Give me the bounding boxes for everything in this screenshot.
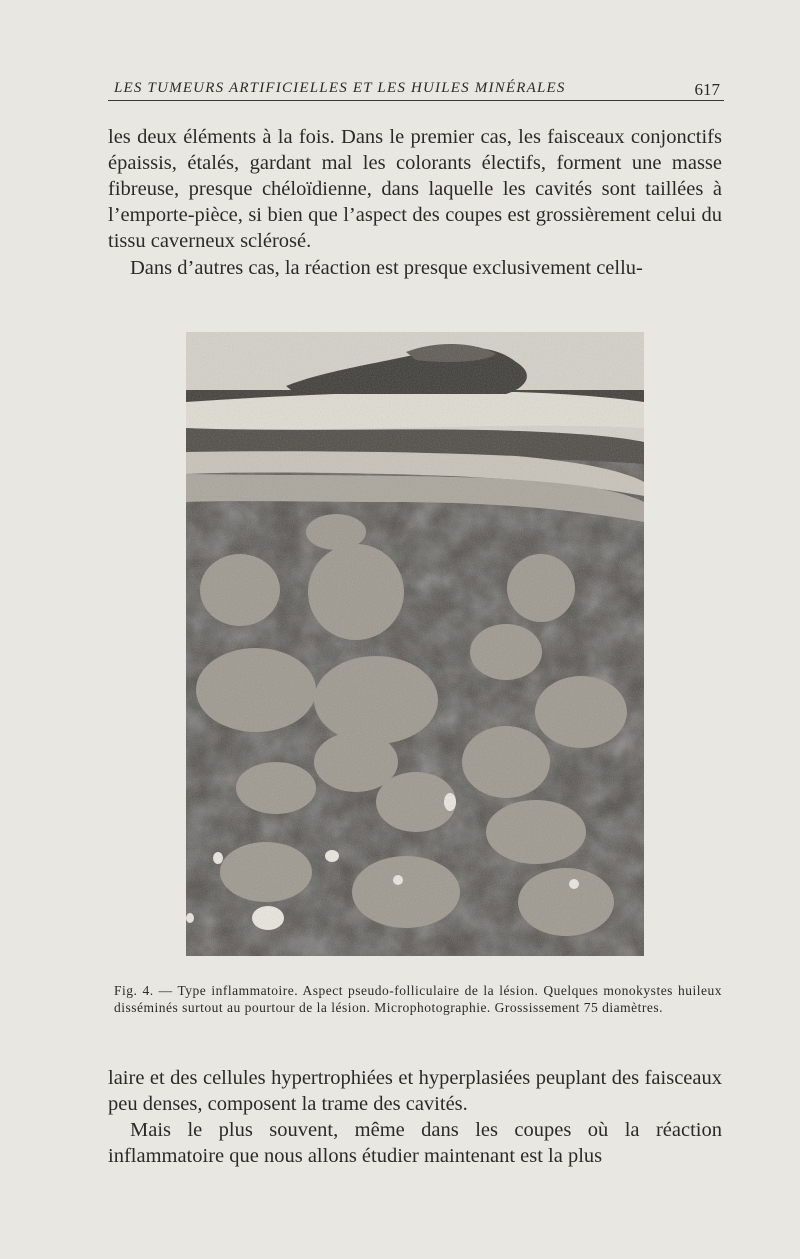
body-paragraph-2: Dans d’autres cas, la réaction est presque exclusivement cellu- [130, 257, 643, 279]
header-rule [108, 100, 724, 101]
figure-caption: Fig. 4. — Type inflammatoire. Aspect pseudo-folliculaire de la lésion. Quelques monokystes huileux disséminés surtout au pourtour de la lésion. Microphotographie. Grossissement 75 diamètres. [114, 983, 722, 1015]
micrograph-image [186, 332, 644, 956]
figure-micrograph [186, 332, 644, 956]
body-paragraph-1: les deux éléments à la fois. Dans le premier cas, les faisceaux conjonctifs épaissis, étalés, gardant mal les colorants électifs, forment une masse fibreuse, presque chéloïdienne, dans laquelle les cavités sont taillées à l’emporte-pièce, si bien que l’aspect des coupes est grossièrement celui du tissu caverneux sclérosé. [108, 126, 722, 252]
running-head [108, 76, 728, 102]
running-title: LES TUMEURS ARTIFICIELLES ET LES HUILES MINÉRALES [114, 80, 566, 96]
page-number: 617 [694, 80, 720, 99]
body-paragraph-3: laire et des cellules hypertrophiées et hyperplasiées peuplant des faisceaux peu denses, composent la trame des cavités. [108, 1067, 722, 1115]
body-paragraph-4: Mais le plus souvent, même dans les coupes où la réaction inflammatoire que nous allons étudier maintenant est la plus [108, 1119, 722, 1167]
